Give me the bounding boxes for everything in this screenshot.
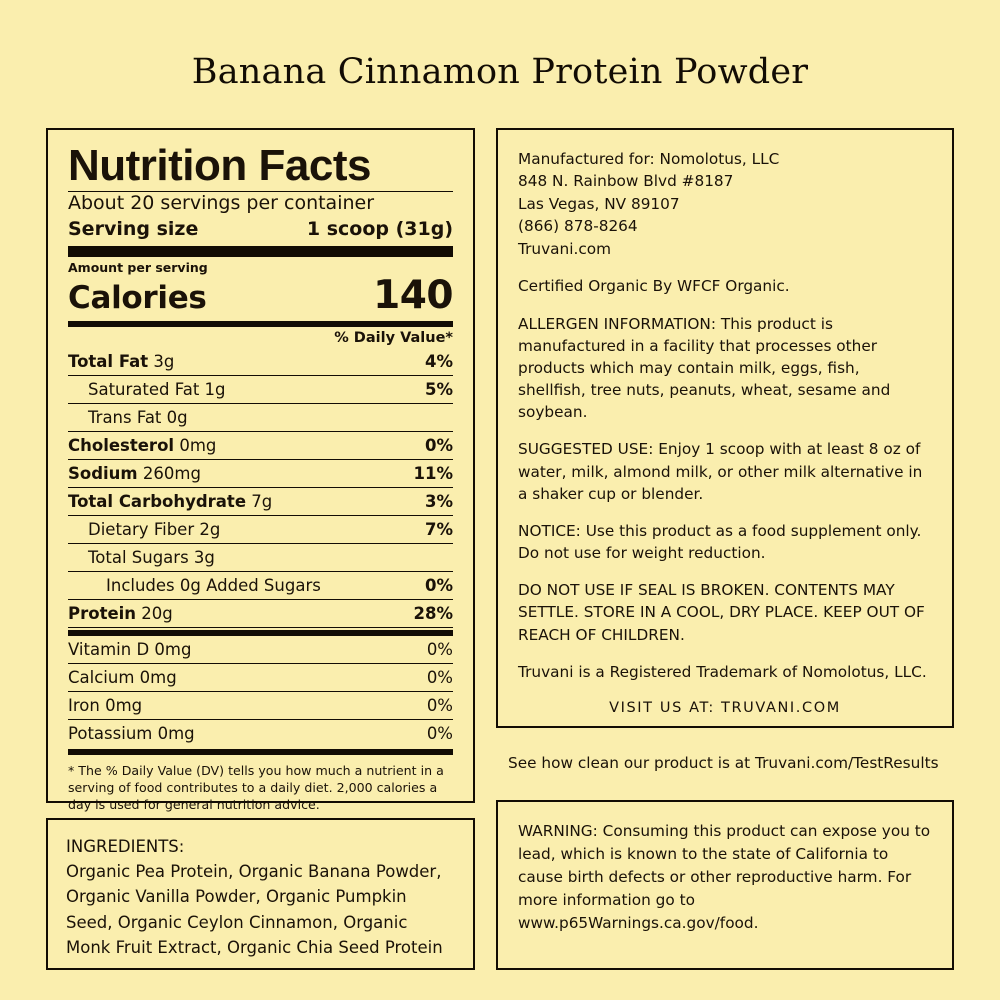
nutrient-daily-value: 5% [424, 380, 453, 400]
nutrient-row [68, 544, 453, 572]
address-city: Las Vegas, NV 89107 [518, 194, 680, 213]
notice-text: NOTICE: Use this product as a food supplement only. Do not use for weight reduction. [518, 521, 922, 563]
amount-per-serving-label: Amount per serving [68, 260, 208, 276]
vitamin-row [68, 692, 453, 720]
trademark-text: Truvani is a Registered Trademark of Nomolotus, LLC. [518, 662, 927, 681]
vitamin-label: Potassium 0mg [68, 724, 195, 744]
vitamin-daily-value: 0% [426, 696, 453, 716]
manufacturer-info-panel [496, 128, 954, 728]
servings-per-container: About 20 servings per container [68, 191, 375, 214]
manufactured-for: Manufactured for: Nomolotus, LLC [518, 150, 780, 168]
nutrient-daily-value: 0% [424, 576, 453, 596]
nutrient-daily-value: 3% [424, 492, 453, 512]
nutrient-label: Sodium 260mg [68, 464, 201, 484]
nutrient-daily-value: 11% [413, 464, 453, 484]
vitamin-row [68, 636, 453, 664]
calories-label: Calories [68, 280, 207, 317]
divider-medium-footnote [68, 749, 453, 755]
nutrient-row [68, 460, 453, 488]
manufacturer-address-block [518, 148, 932, 260]
calories-value: 140 [373, 273, 453, 319]
nutrient-label: Includes 0g Added Sugars [106, 576, 321, 596]
vitamin-row [68, 664, 453, 692]
calories-row [68, 273, 453, 318]
nutrient-row [68, 488, 453, 516]
divider-thick [68, 246, 453, 257]
vitamin-label: Calcium 0mg [68, 668, 177, 688]
daily-value-footnote: * The % Daily Value (DV) tells you how much a nutrient in a serving of food contributes to a daily diet. 2,000 calories a day is used for general nutrition advice. [68, 763, 444, 812]
page-title: Banana Cinnamon Protein Powder [191, 52, 809, 92]
nutrient-row [68, 404, 453, 432]
nutrition-facts-panel [46, 128, 475, 812]
nutrient-daily-value: 28% [413, 604, 453, 624]
ingredients-body: Organic Pea Protein, Organic Banana Powder, Organic Vanilla Powder, Organic Pumpkin Seed, Organic Ceylon Cinnamon, Organic Monk Fruit Extract, Organic Chia Seed Protein [66, 862, 443, 957]
vitamin-daily-value: 0% [426, 640, 453, 660]
nutrient-row [68, 572, 453, 600]
nutrient-daily-value: 0% [424, 436, 453, 456]
vitamin-row [68, 720, 453, 747]
nutrient-rows [68, 348, 453, 628]
prop65-warning-text: WARNING: Consuming this product can expose you to lead, which is known to the state of California to cause birth defects or other reproductive harm. For more information go to www.p65Warnings.ca.gov/food. [518, 822, 931, 932]
test-results-link[interactable]: See how clean our product is at Truvani.com/TestResults [508, 754, 939, 772]
nutrient-label: Cholesterol 0mg [68, 436, 217, 456]
nutrient-label: Total Sugars 3g [88, 548, 215, 568]
address-street: 848 N. Rainbow Blvd #8187 [518, 172, 734, 191]
vitamin-daily-value: 0% [426, 724, 453, 744]
nutrient-label: Saturated Fat 1g [88, 380, 226, 400]
seal-warning-text: DO NOT USE IF SEAL IS BROKEN. CONTENTS MAY SETTLE. STORE IN A COOL, DRY PLACE. KEEP OUT OF REACH OF CHILDREN. [518, 581, 925, 644]
serving-size-row [68, 217, 453, 242]
divider-medium [68, 321, 453, 327]
vitamin-label: Iron 0mg [68, 696, 143, 716]
nutrient-daily-value: 7% [424, 520, 453, 540]
vitamin-label: Vitamin D 0mg [68, 640, 192, 660]
nutrient-label: Total Fat 3g [68, 352, 175, 372]
visit-us-line: VISIT US AT: TRUVANI.COM [609, 700, 841, 716]
certification-text: Certified Organic By WFCF Organic. [518, 277, 790, 296]
nutrient-label: Dietary Fiber 2g [88, 520, 221, 540]
serving-size-value: 1 scoop (31g) [306, 217, 453, 240]
nutrient-daily-value: 4% [424, 352, 453, 372]
vitamin-daily-value: 0% [426, 668, 453, 688]
nutrient-row [68, 376, 453, 404]
serving-size-label: Serving size [68, 217, 199, 240]
allergen-information: ALLERGEN INFORMATION: This product is manufactured in a facility that processes other products which may contain milk, eggs, fish, shellfish, tree nuts, peanuts, wheat, sesame and soybean. [518, 314, 891, 422]
nutrition-facts-title: Nutrition Facts [68, 141, 371, 190]
nutrient-row [68, 348, 453, 376]
website-link[interactable]: Truvani.com [518, 239, 611, 258]
nutrient-row [68, 432, 453, 460]
nutrient-label: Total Carbohydrate 7g [68, 492, 273, 512]
nutrient-label: Trans Fat 0g [88, 408, 188, 428]
vitamin-rows [68, 636, 453, 747]
nutrient-row [68, 600, 453, 628]
ingredients-panel [46, 818, 475, 970]
nutrient-label: Protein 20g [68, 604, 173, 624]
prop65-warning-panel [496, 800, 954, 970]
daily-value-header: % Daily Value* [334, 330, 453, 347]
nutrient-row [68, 516, 453, 544]
suggested-use: SUGGESTED USE: Enjoy 1 scoop with at least 8 oz of water, milk, almond milk, or other milk alternative in a shaker cup or blender. [518, 440, 923, 503]
ingredients-heading: INGREDIENTS: [66, 837, 185, 856]
phone-number: (866) 878-8264 [518, 217, 638, 236]
